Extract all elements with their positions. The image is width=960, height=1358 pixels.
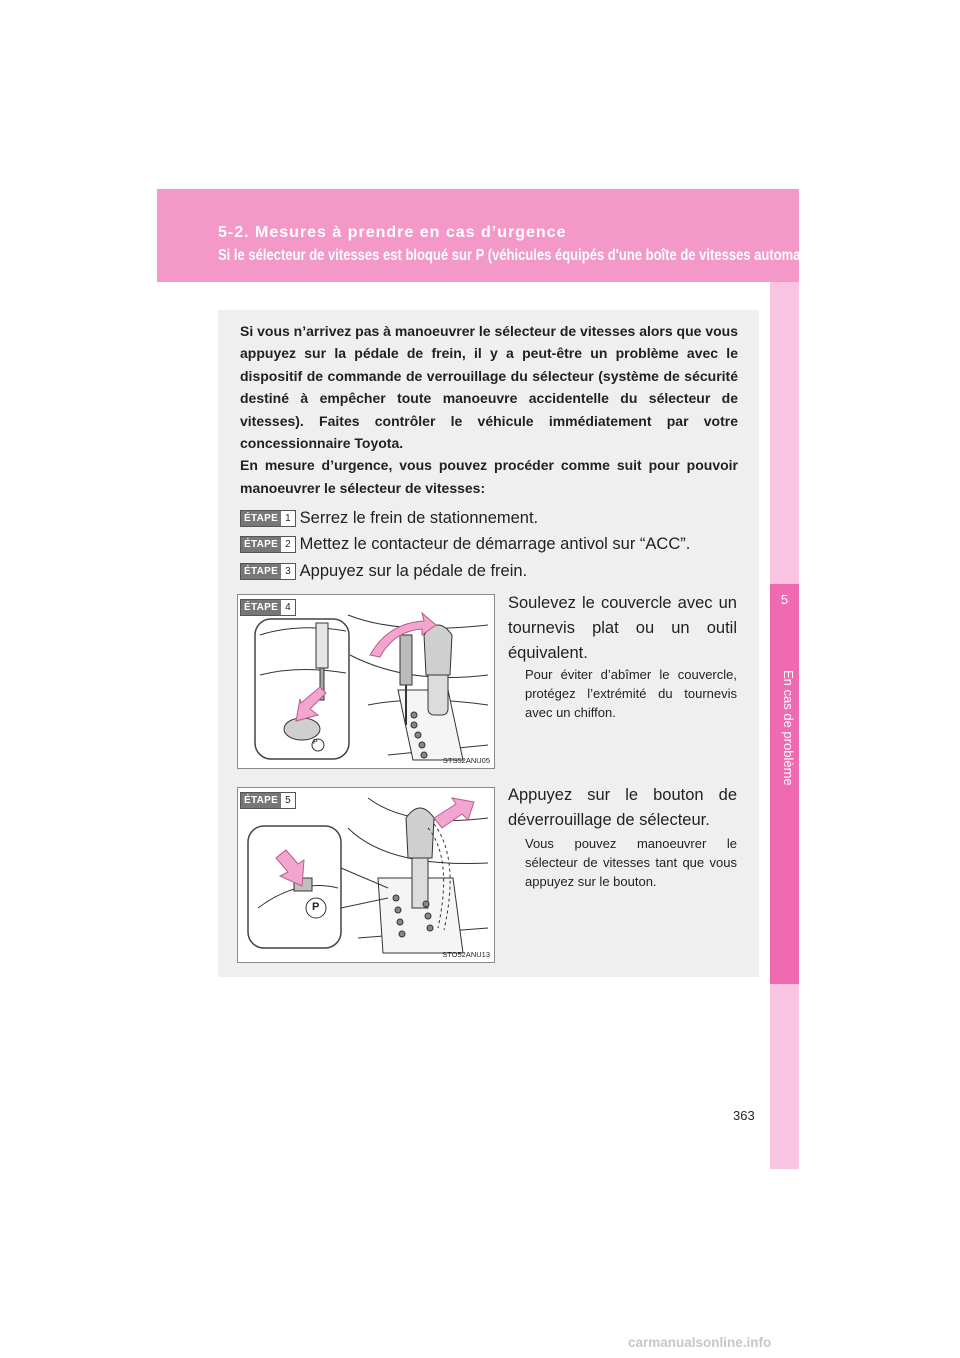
step-2: [240, 535, 690, 554]
step-4-figure-code: STS52ANU05: [442, 756, 490, 765]
chapter-number: 5: [780, 592, 789, 607]
step-badge: ÉTAPE 2: [240, 536, 296, 553]
step-4-badge: ÉTAPE 4: [240, 599, 296, 616]
step-5-inset-label: P: [312, 901, 320, 913]
step-4-inset-label: P: [313, 739, 318, 746]
page-subtitle: Si le sélecteur de vitesses est bloqué sur P (véhicules équipés d'une boîte de vitesses automatique): [218, 247, 836, 264]
step-badge: ÉTAPE 1: [240, 510, 296, 527]
intro-paragraph-2: En mesure d’urgence, vous pouvez procéder comme suit pour pouvoir manoeuvrer le sélecteur de vitesses:: [240, 457, 738, 496]
intro-text: [240, 320, 738, 499]
step-1: [240, 509, 538, 528]
step-2-text: Mettez le contacteur de démarrage antivol sur “ACC”.: [299, 535, 691, 553]
chapter-title: En cas de problème: [781, 670, 796, 786]
section-title: 5-2. Mesures à prendre en cas d’urgence: [218, 224, 567, 241]
step-3: [240, 562, 527, 581]
step-badge: ÉTAPE 3: [240, 563, 296, 580]
step-5-illustration: [237, 787, 495, 963]
step-5-figure-code: STO52ANU13: [442, 950, 490, 959]
shift-release-button-drawing: [238, 788, 494, 962]
step-5-note: Vous pouvez manoeuvrer le sélecteur de vitesses tant que vous appuyez sur le bouton.: [525, 836, 737, 889]
watermark: carmanualsonline.info: [628, 1335, 772, 1350]
step-5-text: Appuyez sur le bouton de déverrouillage de sélecteur.: [508, 786, 737, 829]
step-4-text: Soulevez le couvercle avec un tournevis plat ou un outil équivalent.: [508, 594, 737, 662]
step-5-badge: ÉTAPE 5: [240, 792, 296, 809]
intro-paragraph-1: Si vous n’arrivez pas à manoeuvrer le sélecteur de vitesses alors que vous appuyez sur la pédale de frein, il y a peut-être un problème avec le dispositif de commande de verrouillage du sélecteur (système de sécurité destiné à empêcher toute manoeuvre accidentelle du sélecteur de vitesses). Faites contrôler le véhicule immédiatement par votre concessionnaire Toyota.: [240, 323, 739, 452]
step-4-illustration: [237, 594, 495, 769]
step-3-text: Appuyez sur la pédale de frein.: [299, 562, 528, 580]
page-number: 363: [733, 1108, 755, 1123]
screwdriver-cover-drawing: [238, 595, 494, 768]
step-1-text: Serrez le frein de stationnement.: [299, 509, 539, 527]
step-4-note: Pour éviter d’abîmer le couvercle, protégez l’extrémité du tournevis avec un chiffon.: [525, 667, 737, 720]
